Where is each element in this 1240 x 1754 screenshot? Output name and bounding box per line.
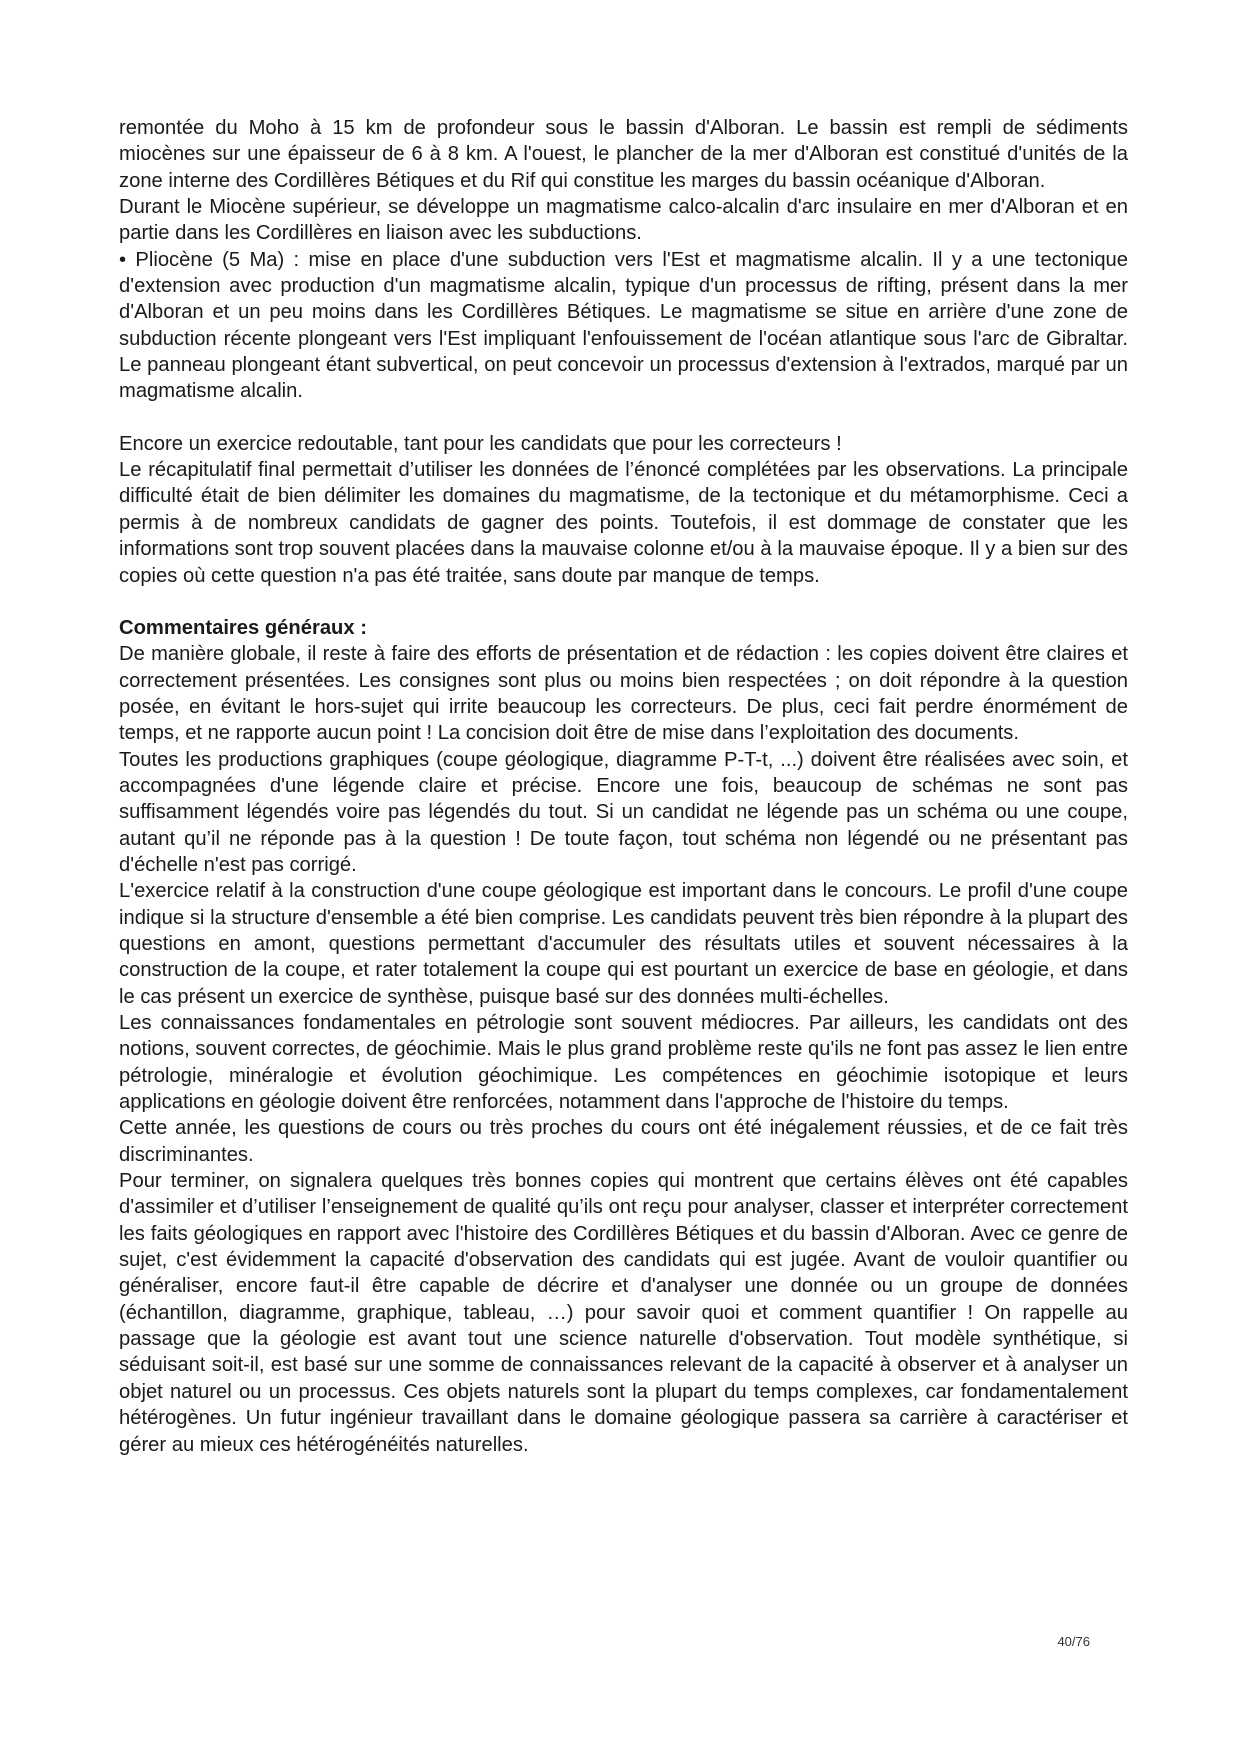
page-number: 40/76 [1057, 1634, 1090, 1649]
paragraph-spacer [119, 405, 1128, 431]
paragraph-questions-de-cours: Cette année, les questions de cours ou très proches du cours ont été inégalement réussies, et de ce fait très discriminantes. [119, 1117, 1128, 1166]
paragraph-exercice-redoutable: Encore un exercice redoutable, tant pour les candidats que pour les correcteurs ! [119, 432, 842, 455]
paragraph-recapitulatif-final: Le récapitulatif final permettait d’utiliser les données de l’énoncé complétées par les observations. La principale difficulté était de bien délimiter les domaines du magmatisme, de la tectonique et du métamorphisme. Ceci a permis à de nombreux candidats de gagner des points. Toutefois, il est dommage de constater que les informations sont trop souvent placées dans la mauvaise colonne et/ou à la mauvaise époque. Il y a bien sur des copies où cette question n'a pas été traitée, sans doute par manque de temps. [119, 459, 1128, 587]
paragraph-presentation: De manière globale, il reste à faire des efforts de présentation et de rédaction : les copies doivent être claires et correctement présentées. Les consignes sont plus ou moins bien respectées ; on doit répondre à la question posée, en évitant le hors-sujet qui irrite beaucoup les correcteurs. De plus, ceci fait perdre énormément de temps, et ne rapporte aucun point ! La concision doit être de mise dans l’exploitation des documents. [119, 643, 1128, 745]
paragraph-productions-graphiques: Toutes les productions graphiques (coupe géologique, diagramme P-T-t, ...) doivent être réalisées avec soin, et accompagnées d'une légende claire et précise. Encore une fois, beaucoup de schémas ne sont pas suffisamment légendés voire pas légendés du tout. Si un candidat ne légende pas un schéma ou une coupe, autant qu’il ne réponde pas à la question ! De toute façon, tout schéma non légendé ou ne présentant pas d'échelle n'est pas corrigé. [119, 748, 1128, 876]
paragraph-petrologie: Les connaissances fondamentales en pétrologie sont souvent médiocres. Par ailleurs, les candidats ont des notions, souvent correctes, de géochimie. Mais le plus grand problème reste qu'ils ne font pas assez le lien entre pétrologie, minéralogie et évolution géochimique. Les compétences en géochimie isotopique et leurs applications en géologie doivent être renforcées, notamment dans l'approche de l'histoire du temps. [119, 1012, 1128, 1114]
section-heading: Commentaires généraux : [119, 616, 367, 639]
paragraph-coupe-geologique: L'exercice relatif à la construction d'une coupe géologique est important dans le concours. Le profil d'une coupe indique si la structure d'ensemble a été bien comprise. Les candidats peuvent très bien répondre à la plupart des questions en amont, questions permettant d'accumuler des résultats utiles et souvent nécessaires à la construction de la coupe, et rater totalement la coupe qui est pourtant un exercice de base en géologie, et dans le cas présent un exercice de synthèse, puisque basé sur des données multi-échelles. [119, 880, 1128, 1008]
paragraph-pliocene: • Pliocène (5 Ma) : mise en place d'une subduction vers l'Est et magmatisme alcalin. Il y a une tectonique d'extension avec production d'un magmatisme alcalin, typique d'un processus de rifting, présent dans la mer d'Alboran et un peu moins dans les Cordillères Bétiques. Le magmatisme se situe en arrière d'une zone de subduction récente plongeant vers l'Est impliquant l'enfouissement de l'océan atlantique sous l'arc de Gibraltar. Le panneau plongeant étant subvertical, on peut concevoir un processus d'extension à l'extrados, marqué par un magmatisme alcalin. [119, 248, 1128, 403]
paragraph-spacer [119, 589, 1128, 615]
paragraph-moho-alboran: remontée du Moho à 15 km de profondeur sous le bassin d'Alboran. Le bassin est rempli de sédiments miocènes sur une épaisseur de 6 à 8 km. A l'ouest, le plancher de la mer d'Alboran est constitué d'unités de la zone interne des Cordillères Bétiques et du Rif qui constitue les marges du bassin océanique d'Alboran. [119, 117, 1128, 192]
document-body [119, 115, 1128, 1458]
paragraph-conclusion: Pour terminer, on signalera quelques très bonnes copies qui montrent que certains élèves ont été capables d'assimiler et d’utiliser l’enseignement de qualité qu’ils ont reçu pour analyser, classer et interpréter correctement les faits géologiques en rapport avec l'histoire des Cordillères Bétiques et du bassin d'Alboran. Avec ce genre de sujet, c'est évidemment la capacité d'observation des candidats qui est jugée. Avant de vouloir quantifier ou généraliser, encore faut-il être capable de décrire et d'analyser une donnée ou un groupe de données (échantillon, diagramme, graphique, tableau, …) pour savoir quoi et comment quantifier ! On rappelle au passage que la géologie est avant tout une science naturelle d'observation. Tout modèle synthétique, si séduisant soit-il, est basé sur une somme de connaissances relevant de la capacité à observer et à analyser un objet naturel ou un processus. Ces objets naturels sont la plupart du temps complexes, car fondamentalement hétérogènes. Un futur ingénieur travaillant dans le domaine géologique passera sa carrière à caractériser et gérer au mieux ces hétérogénéités naturelles. [119, 1170, 1128, 1456]
paragraph-miocene-superieur: Durant le Miocène supérieur, se développe un magmatisme calco-alcalin d'arc insulaire en mer d'Alboran et en partie dans les Cordillères en liaison avec les subductions. [119, 196, 1128, 245]
